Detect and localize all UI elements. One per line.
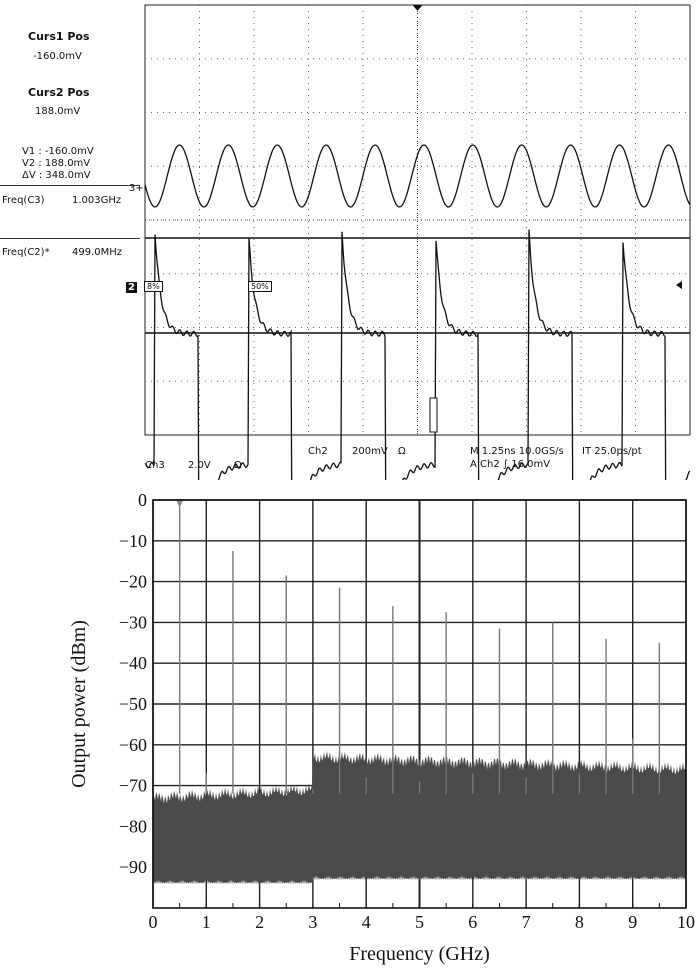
footer-ch2: Ch2	[308, 446, 328, 457]
footer-timebase: M 1.25ns 10.0GS/s	[470, 446, 564, 457]
x-tick-label: 9	[628, 912, 638, 932]
cursor-delta-readout: ΔV : 348.0mV	[22, 170, 91, 181]
plot-border	[153, 500, 686, 908]
channel2-marker: 2	[128, 282, 135, 293]
y-tick-label: −80	[118, 816, 147, 837]
x-tick-label: 8	[574, 912, 584, 932]
plot-area	[153, 500, 686, 908]
footer-trigger: A Ch2 ∫ 16.0mV	[470, 459, 551, 470]
cursor-v1-readout: V1 : -160.0mV	[22, 146, 94, 157]
footer-ch3-scale: 2.0V	[188, 460, 211, 471]
y-tick-label: −40	[118, 653, 147, 674]
cursor1-title: Curs1 Pos	[28, 30, 90, 43]
x-tick-label: 3	[308, 912, 318, 932]
y-tick-label: −60	[118, 734, 147, 755]
x-tick-label: 7	[521, 912, 531, 932]
y-tick-label: −10	[118, 530, 147, 551]
footer-ch2-scale: 200mV	[352, 446, 388, 457]
freq-c3-label: Freq(C3)	[2, 195, 45, 206]
record-position-indicator	[430, 398, 437, 432]
x-tick-label: 4	[361, 912, 371, 932]
cursor2-value: 188.0mV	[35, 106, 81, 117]
footer-ch2-ohm: Ω	[398, 446, 406, 457]
freq-c2-value: 499.0MHz	[72, 247, 123, 258]
y-tick-label: −50	[118, 694, 147, 714]
y-tick-label: −20	[118, 571, 147, 592]
readout-separator	[0, 185, 140, 186]
x-tick-label: 2	[255, 912, 265, 932]
footer-interval: IT 25.0ps/pt	[582, 446, 642, 457]
cursor-tag-left: 8%	[144, 281, 163, 292]
channel3-marker: 3+	[129, 183, 144, 194]
oscilloscope-screen	[0, 0, 700, 480]
cursor2-title: Curs2 Pos	[28, 86, 90, 99]
x-tick-label: 5	[415, 912, 424, 932]
freq-c3-value: 1.003GHz	[72, 195, 122, 206]
cursor-v2-readout: V2 : 188.0mV	[22, 158, 91, 169]
x-axis-title: Frequency (GHz)	[349, 943, 490, 965]
peak-marker	[177, 501, 183, 508]
y-axis-title: Output power (dBm)	[68, 620, 90, 788]
cursor1-value: -160.0mV	[33, 51, 82, 62]
readout-separator	[0, 238, 140, 239]
footer-ch3: Ch3	[145, 460, 165, 471]
noise-floor-band	[153, 751, 686, 885]
x-tick-label: 0	[148, 912, 158, 932]
y-tick-label: 0	[138, 490, 147, 510]
freq-c2-label: Freq(C2)*	[2, 247, 50, 258]
x-tick-label: 10	[677, 912, 695, 932]
x-tick-label: 6	[468, 912, 478, 932]
y-tick-label: −70	[118, 775, 147, 796]
cursor-tag-mid: 50%	[248, 281, 272, 292]
y-tick-label: −30	[118, 612, 147, 633]
footer-ch3-ohm: Ω	[234, 460, 242, 471]
x-tick-label: 1	[201, 912, 211, 932]
y-tick-label: −90	[118, 857, 147, 878]
